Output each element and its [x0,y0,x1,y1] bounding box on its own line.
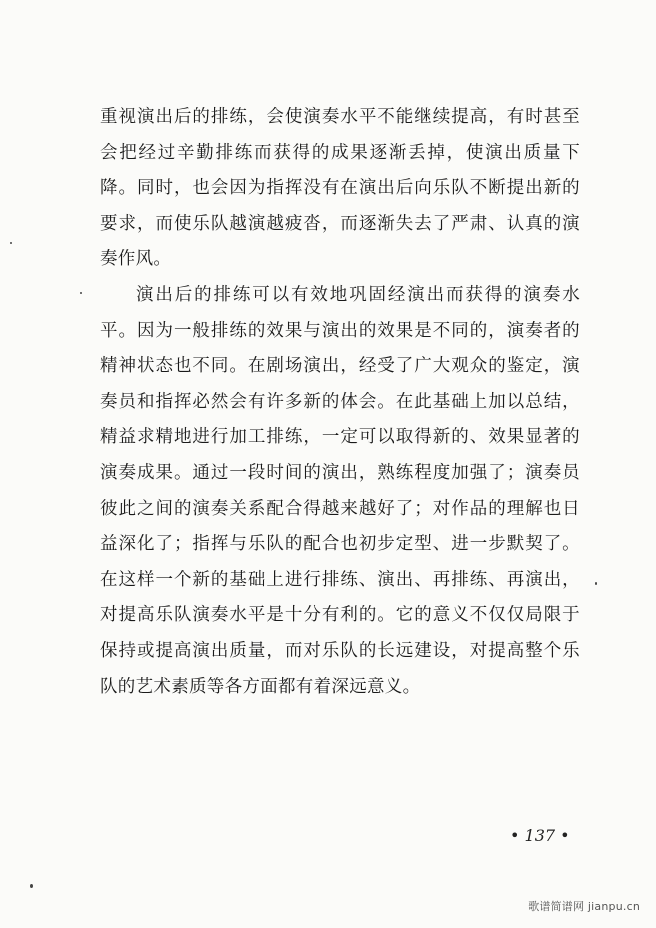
scan-speck [595,582,597,585]
page-number: • 137 • [510,826,570,845]
scan-speck [10,242,12,244]
paragraph-1: 重视演出后的排练，会使演奏水平不能继续提高，有时甚至会把经过辛勤排练而获得的成果逐渐丢掉，使演出质量下降。同时，也会因为指挥没有在演出后向乐队不断提出新的要求，而使乐队越演越疲沓，而逐渐失去了严肃、认真的演奏作风。 [100,107,580,270]
site-watermark: 歌谱简谱网 jianpu.cn [528,900,640,913]
paragraph-2: 演出后的排练可以有效地巩固经演出而获得的演奏水平。因为一般排练的效果与演出的效果是不同的，演奏者的精神状态也不同。在剧场演出，经受了广大观众的鉴定，演奏员和指挥必然会有许多新的体会。在此基础上加以总结，精益求精地进行加工排练，一定可以取得新的、效果显著的演奏成果。通过一段时间的演出，熟练程度加强了；演奏员彼此之间的演奏关系配合得越来越好了；对作品的理解也日益深化了；指挥与乐队的配合也初步定型、进一步默契了。在这样一个新的基础上进行排练、演出、再排练、再演出，对提高乐队演奏水平是十分有利的。它的意义不仅仅局限于保持或提高演出质量，而对乐队的长远建设，对提高整个乐队的艺术素质等各方面都有着深远意义。 [100,284,580,697]
body-text [100,100,580,705]
scan-speck [30,884,33,888]
scan-speck [80,292,82,294]
